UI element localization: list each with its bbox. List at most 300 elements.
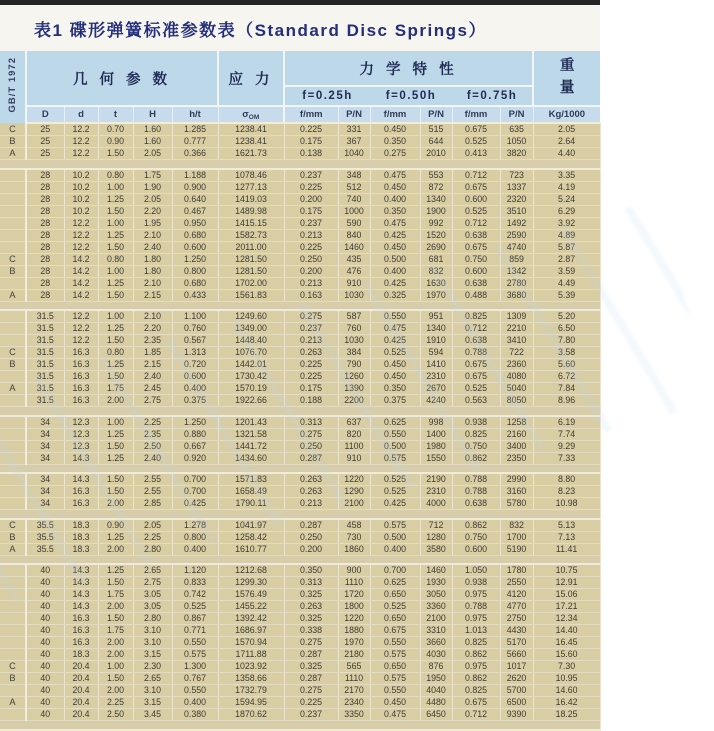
data-cell: 0.500 — [370, 531, 420, 543]
data-cell: 1299.30 — [218, 577, 284, 589]
data-cell: 0.550 — [370, 685, 420, 697]
table-row — [0, 428, 600, 440]
data-cell: 0.475 — [370, 709, 420, 721]
data-cell: 0.313 — [284, 416, 338, 429]
data-cell: 872 — [420, 181, 452, 193]
data-cell: 0.833 — [172, 577, 218, 589]
data-cell: 35.5 — [26, 543, 64, 555]
data-cell: 0.667 — [172, 440, 218, 452]
data-cell: 16.3 — [64, 625, 98, 637]
separator-cell — [0, 721, 600, 730]
data-cell: 12.3 — [64, 440, 98, 452]
table-row — [0, 452, 600, 464]
data-cell: 1258.42 — [218, 531, 284, 543]
data-cell: 0.788 — [452, 473, 500, 486]
data-cell: 1040 — [338, 148, 370, 160]
data-cell: 0.950 — [172, 217, 218, 229]
data-cell: 18.25 — [533, 709, 600, 721]
data-cell: 0.575 — [370, 452, 420, 464]
data-cell: 876 — [420, 661, 452, 673]
data-cell: 31.5 — [26, 395, 64, 407]
data-cell: 2.00 — [98, 685, 133, 697]
data-cell: 2780 — [500, 277, 533, 289]
data-cell: 476 — [338, 265, 370, 277]
data-cell: 1.80 — [133, 265, 172, 277]
data-cell: 3.35 — [533, 169, 600, 182]
data-cell: 5700 — [500, 685, 533, 697]
data-cell: 8.80 — [533, 473, 600, 486]
table-row — [0, 371, 600, 383]
data-cell: 1342 — [500, 265, 533, 277]
data-cell: 2.45 — [133, 383, 172, 395]
data-cell: 14.3 — [64, 577, 98, 589]
data-cell: 7.13 — [533, 531, 600, 543]
data-cell: 34 — [26, 498, 64, 510]
data-cell: 1.100 — [172, 310, 218, 323]
data-cell: 2190 — [420, 473, 452, 486]
data-cell: 0.862 — [452, 452, 500, 464]
data-cell: 0.263 — [284, 601, 338, 613]
table-row — [0, 613, 600, 625]
data-cell: 0.500 — [370, 253, 420, 265]
data-cell: 3.05 — [133, 589, 172, 601]
data-cell: 0.750 — [452, 253, 500, 265]
data-cell: 1730.42 — [218, 371, 284, 383]
data-cell: 2550 — [500, 577, 533, 589]
table-row — [0, 217, 600, 229]
table-row — [0, 498, 600, 510]
data-cell: 9390 — [500, 709, 533, 721]
data-cell: 0.338 — [284, 625, 338, 637]
data-cell: 2.85 — [133, 498, 172, 510]
data-cell: 0.825 — [452, 428, 500, 440]
data-cell: 16.3 — [64, 613, 98, 625]
data-cell: 0.550 — [370, 637, 420, 649]
data-cell: 1.313 — [172, 347, 218, 359]
mechanical-group-header: 力 学 特 性 — [284, 51, 533, 86]
data-cell: 1.95 — [133, 217, 172, 229]
data-cell: 1.25 — [98, 229, 133, 241]
data-cell: 10.2 — [64, 169, 98, 182]
data-cell: 2.00 — [98, 637, 133, 649]
data-cell: 0.712 — [452, 323, 500, 335]
data-cell: 1.50 — [98, 673, 133, 685]
data-cell: 0.650 — [370, 613, 420, 625]
data-cell: 1700 — [500, 531, 533, 543]
data-cell: 730 — [338, 531, 370, 543]
data-cell: 0.975 — [452, 589, 500, 601]
data-cell: 31.5 — [26, 371, 64, 383]
data-cell: 5.60 — [533, 359, 600, 371]
data-cell: 16.42 — [533, 697, 600, 709]
data-cell: 7.74 — [533, 428, 600, 440]
data-cell: 723 — [500, 169, 533, 182]
col-P-050: P/N — [420, 106, 452, 123]
data-cell: 14.2 — [64, 289, 98, 301]
data-cell: 0.225 — [284, 181, 338, 193]
data-cell: 10.2 — [64, 205, 98, 217]
data-cell: 5.24 — [533, 193, 600, 205]
data-cell: 1980 — [420, 440, 452, 452]
data-cell: 5.87 — [533, 241, 600, 253]
col-weight-unit: Kg/1000 — [533, 106, 600, 123]
data-cell: 587 — [338, 310, 370, 323]
data-cell: 0.425 — [370, 277, 420, 289]
data-cell: 1570.94 — [218, 637, 284, 649]
data-cell: 0.70 — [98, 123, 133, 136]
data-cell: 0.475 — [370, 323, 420, 335]
table-row — [0, 543, 600, 555]
data-cell: 900 — [338, 564, 370, 577]
data-cell: 1078.46 — [218, 169, 284, 182]
data-cell: 20.4 — [64, 685, 98, 697]
data-cell: 0.760 — [172, 323, 218, 335]
data-cell: 4.19 — [533, 181, 600, 193]
grade-cell: C — [0, 661, 26, 673]
data-cell: 9.29 — [533, 440, 600, 452]
data-cell: 2.20 — [133, 205, 172, 217]
data-cell: 3.92 — [533, 217, 600, 229]
col-sigma-om — [218, 106, 284, 123]
data-cell: 14.60 — [533, 685, 600, 697]
grade-cell — [0, 323, 26, 335]
data-cell: 2.55 — [133, 486, 172, 498]
grade-cell — [0, 473, 26, 486]
data-cell: 28 — [26, 289, 64, 301]
data-cell: 0.325 — [284, 613, 338, 625]
data-cell: 1340 — [420, 323, 452, 335]
separator-row — [0, 464, 600, 473]
data-cell: 0.488 — [452, 289, 500, 301]
data-cell: 1.00 — [98, 310, 133, 323]
data-cell: 1780 — [500, 564, 533, 577]
data-cell: 20.4 — [64, 661, 98, 673]
data-cell: 0.450 — [370, 371, 420, 383]
data-cell: 1922.66 — [218, 395, 284, 407]
data-cell: 7.84 — [533, 383, 600, 395]
table-row — [0, 395, 600, 407]
data-cell: 1630 — [420, 277, 452, 289]
data-cell: 0.200 — [284, 193, 338, 205]
data-cell: 1950 — [420, 673, 452, 685]
data-cell: 0.250 — [284, 253, 338, 265]
grade-cell — [0, 193, 26, 205]
data-cell: 0.525 — [370, 486, 420, 498]
data-cell: 0.862 — [452, 649, 500, 661]
data-cell: 1.188 — [172, 169, 218, 182]
table-row — [0, 564, 600, 577]
data-cell: 0.675 — [452, 181, 500, 193]
data-cell: 0.675 — [370, 625, 420, 637]
table-row — [0, 649, 600, 661]
separator-row — [0, 510, 600, 519]
data-cell: 0.900 — [172, 181, 218, 193]
data-cell: 2750 — [500, 613, 533, 625]
col-f-075: f/mm — [452, 106, 500, 123]
data-cell: 3.15 — [133, 649, 172, 661]
data-cell: 0.600 — [172, 241, 218, 253]
data-cell: 15.06 — [533, 589, 600, 601]
data-cell: 2100 — [338, 498, 370, 510]
data-cell: 0.425 — [370, 498, 420, 510]
data-cell: 0.575 — [370, 649, 420, 661]
separator-row — [0, 160, 600, 169]
table-row — [0, 277, 600, 289]
data-cell: 0.867 — [172, 613, 218, 625]
grade-cell — [0, 709, 26, 721]
data-cell: 2180 — [338, 649, 370, 661]
data-cell: 1.50 — [98, 371, 133, 383]
data-cell: 1030 — [338, 335, 370, 347]
data-cell: 5.20 — [533, 310, 600, 323]
data-cell: 40 — [26, 673, 64, 685]
data-cell: 3160 — [500, 486, 533, 498]
data-cell: 0.600 — [452, 265, 500, 277]
data-cell: 31.5 — [26, 347, 64, 359]
data-cell: 16.3 — [64, 637, 98, 649]
data-cell: 2.50 — [133, 440, 172, 452]
data-cell: 1349.00 — [218, 323, 284, 335]
data-cell: 0.425 — [172, 498, 218, 510]
data-cell: 0.712 — [452, 217, 500, 229]
data-cell: 1720 — [338, 589, 370, 601]
data-cell: 0.263 — [284, 473, 338, 486]
data-cell: 4770 — [500, 601, 533, 613]
data-cell: 0.467 — [172, 205, 218, 217]
data-cell: 0.525 — [452, 383, 500, 395]
data-cell: 2.05 — [133, 519, 172, 532]
grade-cell — [0, 577, 26, 589]
data-cell: 18.3 — [64, 519, 98, 532]
data-cell: 1.050 — [452, 564, 500, 577]
data-cell: 998 — [420, 416, 452, 429]
table-row — [0, 473, 600, 486]
data-cell: 722 — [500, 347, 533, 359]
data-cell: 2590 — [500, 229, 533, 241]
data-cell: 4430 — [500, 625, 533, 637]
table-row — [0, 323, 600, 335]
data-cell: 0.525 — [452, 205, 500, 217]
table-row — [0, 359, 600, 371]
data-cell: 1900 — [420, 205, 452, 217]
data-cell: 0.275 — [284, 685, 338, 697]
data-cell: 0.375 — [370, 395, 420, 407]
data-cell: 1.00 — [98, 181, 133, 193]
data-cell: 1.80 — [133, 253, 172, 265]
data-cell: 2.75 — [133, 577, 172, 589]
data-cell: 28 — [26, 217, 64, 229]
data-cell: 15.60 — [533, 649, 600, 661]
data-cell: 4040 — [420, 685, 452, 697]
data-cell: 6.29 — [533, 205, 600, 217]
data-cell: 1.50 — [98, 335, 133, 347]
data-cell: 31.5 — [26, 310, 64, 323]
data-cell: 0.287 — [284, 452, 338, 464]
data-cell: 1455.22 — [218, 601, 284, 613]
data-cell: 1561.83 — [218, 289, 284, 301]
data-cell: 1441.72 — [218, 440, 284, 452]
table-row — [0, 709, 600, 721]
data-cell: 0.638 — [452, 335, 500, 347]
column-label-row — [0, 106, 600, 123]
data-cell: 0.675 — [452, 359, 500, 371]
data-cell: 3310 — [420, 625, 452, 637]
col-H: H — [133, 106, 172, 123]
data-cell: 0.525 — [370, 347, 420, 359]
grade-cell — [0, 685, 26, 697]
data-cell: 11.41 — [533, 543, 600, 555]
data-cell: 10.95 — [533, 673, 600, 685]
data-cell: 1870.62 — [218, 709, 284, 721]
grade-cell: C — [0, 253, 26, 265]
data-cell: 992 — [420, 217, 452, 229]
data-cell: 2690 — [420, 241, 452, 253]
sigma-subscript: OM — [248, 113, 260, 121]
data-cell: 0.700 — [172, 486, 218, 498]
data-cell: 3.45 — [133, 709, 172, 721]
data-cell: 1930 — [420, 577, 452, 589]
data-cell: 2320 — [500, 193, 533, 205]
data-cell: 2.25 — [98, 697, 133, 709]
data-cell: 10.98 — [533, 498, 600, 510]
data-cell: 0.675 — [452, 241, 500, 253]
data-cell: 40 — [26, 577, 64, 589]
data-cell: 2010 — [420, 148, 452, 160]
data-cell: 0.938 — [452, 416, 500, 429]
data-cell: 0.700 — [172, 473, 218, 486]
data-cell: 1.278 — [172, 519, 218, 532]
data-cell: 1238.41 — [218, 136, 284, 148]
data-cell: 4000 — [420, 498, 452, 510]
grade-cell — [0, 440, 26, 452]
data-cell: 832 — [500, 519, 533, 532]
col-D: D — [26, 106, 64, 123]
data-cell: 1489.98 — [218, 205, 284, 217]
data-cell: 1442.01 — [218, 359, 284, 371]
data-cell: 1.75 — [98, 625, 133, 637]
data-cell: 6.72 — [533, 371, 600, 383]
data-cell: 820 — [338, 428, 370, 440]
data-cell: 25 — [26, 136, 64, 148]
data-cell: 6500 — [500, 697, 533, 709]
grade-cell: A — [0, 383, 26, 395]
data-cell: 0.550 — [370, 310, 420, 323]
data-cell: 1277.13 — [218, 181, 284, 193]
data-cell: 0.575 — [370, 673, 420, 685]
data-cell: 4030 — [420, 649, 452, 661]
grade-cell — [0, 371, 26, 383]
data-cell: 0.600 — [452, 543, 500, 555]
data-cell: 760 — [338, 323, 370, 335]
data-cell: 14.3 — [64, 589, 98, 601]
data-cell: 1.50 — [98, 148, 133, 160]
table-row — [0, 416, 600, 429]
data-cell: 2.10 — [133, 229, 172, 241]
separator-row — [0, 721, 600, 730]
table-row — [0, 601, 600, 613]
data-cell: 1610.77 — [218, 543, 284, 555]
data-cell: 0.350 — [370, 383, 420, 395]
data-cell: 0.563 — [452, 395, 500, 407]
data-cell: 3360 — [420, 601, 452, 613]
grade-cell — [0, 395, 26, 407]
data-cell: 2.80 — [133, 543, 172, 555]
data-cell: 1.90 — [133, 181, 172, 193]
data-cell: 2.00 — [98, 498, 133, 510]
data-cell: 1000 — [338, 205, 370, 217]
data-cell: 0.450 — [370, 181, 420, 193]
data-cell: 635 — [500, 123, 533, 136]
table-row — [0, 625, 600, 637]
data-cell: 0.600 — [172, 371, 218, 383]
data-cell: 644 — [420, 136, 452, 148]
grade-cell: A — [0, 289, 26, 301]
disc-spring-parameter-table — [0, 51, 601, 731]
data-cell: 0.366 — [172, 148, 218, 160]
data-cell: 1800 — [338, 601, 370, 613]
data-cell: 6.19 — [533, 416, 600, 429]
table-row — [0, 577, 600, 589]
data-cell: 0.525 — [172, 601, 218, 613]
data-cell: 594 — [420, 347, 452, 359]
data-cell: 6.50 — [533, 323, 600, 335]
data-cell: 12.91 — [533, 577, 600, 589]
data-cell: 2100 — [420, 613, 452, 625]
table-row — [0, 136, 600, 148]
data-cell: 8.23 — [533, 486, 600, 498]
data-cell: 0.650 — [370, 589, 420, 601]
data-cell: 1.25 — [98, 323, 133, 335]
data-cell: 2.10 — [133, 310, 172, 323]
data-cell: 0.938 — [452, 577, 500, 589]
data-cell: 0.825 — [452, 310, 500, 323]
data-cell: 1110 — [338, 673, 370, 685]
data-cell: 10.2 — [64, 193, 98, 205]
data-cell: 40 — [26, 697, 64, 709]
grade-cell — [0, 310, 26, 323]
data-cell: 1790.11 — [218, 498, 284, 510]
data-cell: 5040 — [500, 383, 533, 395]
data-cell: 0.750 — [452, 531, 500, 543]
grade-cell — [0, 181, 26, 193]
data-cell: 14.2 — [64, 277, 98, 289]
data-cell: 0.825 — [452, 637, 500, 649]
data-cell: 6450 — [420, 709, 452, 721]
data-cell: 0.450 — [370, 359, 420, 371]
data-cell: 28 — [26, 241, 64, 253]
data-cell: 0.263 — [284, 347, 338, 359]
data-cell: 1.120 — [172, 564, 218, 577]
data-cell: 1212.68 — [218, 564, 284, 577]
grade-cell — [0, 637, 26, 649]
data-cell: 0.788 — [452, 601, 500, 613]
data-cell: 0.275 — [284, 637, 338, 649]
data-cell: 1570.19 — [218, 383, 284, 395]
grade-cell — [0, 601, 26, 613]
data-cell: 12.2 — [64, 217, 98, 229]
data-cell: 0.175 — [284, 205, 338, 217]
data-cell: 12.3 — [64, 428, 98, 440]
data-cell: 1910 — [420, 335, 452, 347]
data-cell: 2.25 — [133, 531, 172, 543]
data-cell: 0.862 — [452, 673, 500, 685]
data-cell: 31.5 — [26, 323, 64, 335]
data-cell: 0.225 — [284, 371, 338, 383]
data-cell: 1.300 — [172, 661, 218, 673]
data-cell: 0.275 — [370, 148, 420, 160]
data-cell: 8050 — [500, 395, 533, 407]
col-P-075: P/N — [500, 106, 533, 123]
